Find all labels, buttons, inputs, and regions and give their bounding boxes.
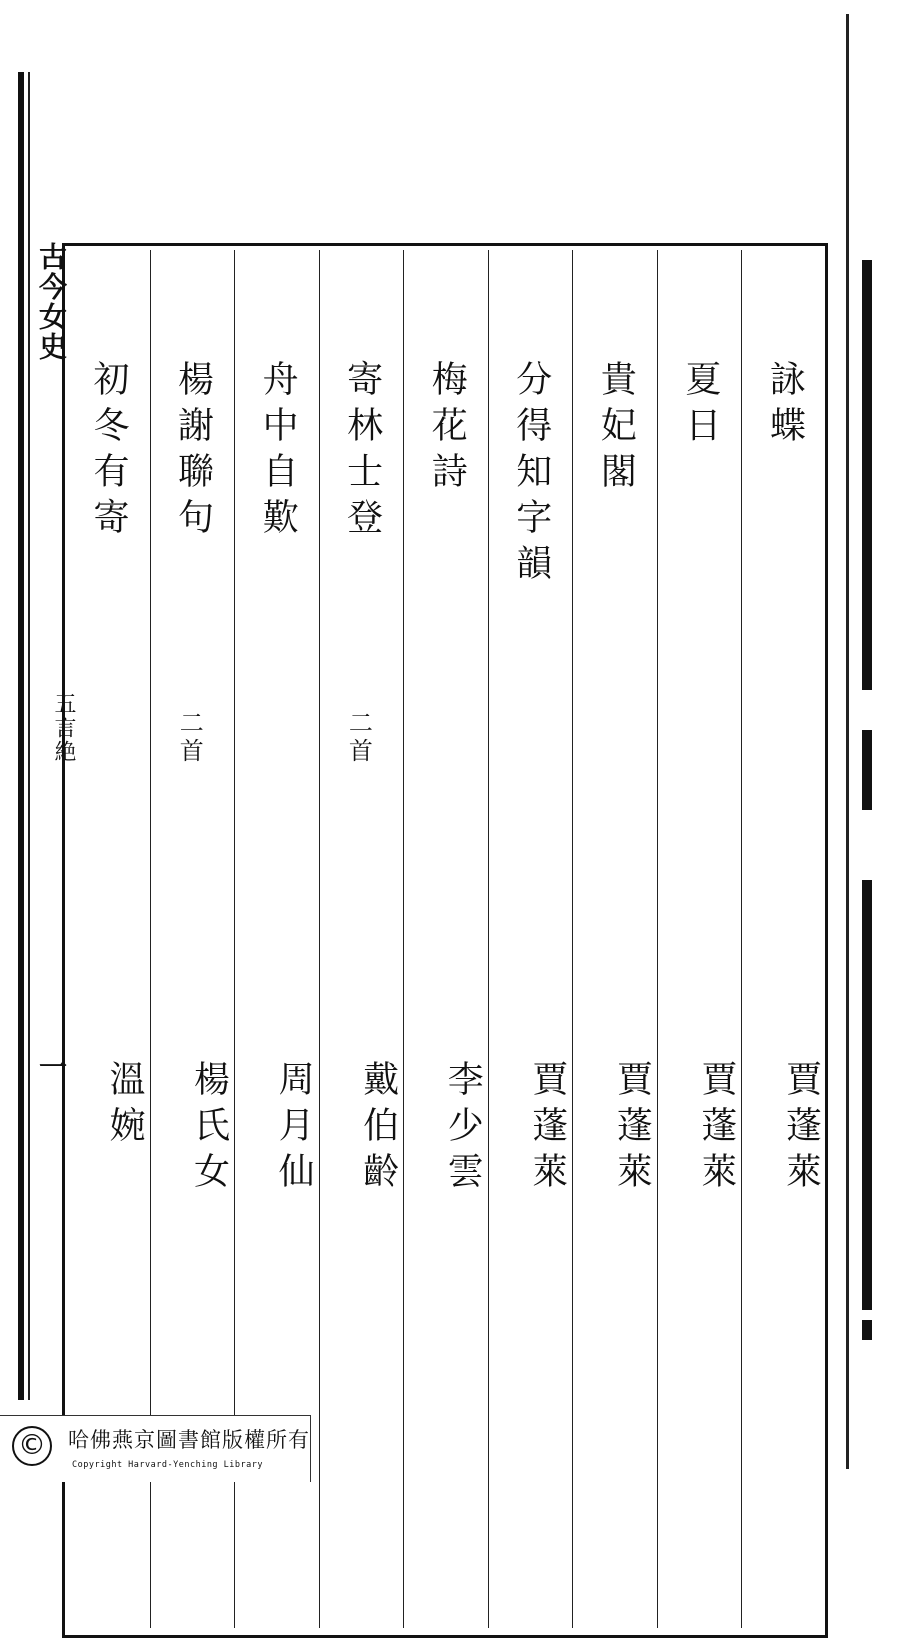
copyright-label <box>0 1415 311 1482</box>
entry-note: 二首 <box>175 710 204 766</box>
entry-author: 賈蓬萊 <box>780 1060 822 1198</box>
edge-bar <box>862 1320 872 1340</box>
spine-rule-inner <box>28 72 30 1400</box>
entry-title: 初冬有寄 <box>87 360 129 544</box>
toc-entry <box>319 250 404 1628</box>
entry-note: 二首 <box>344 710 373 766</box>
edge-bar <box>862 880 872 1310</box>
spine-rule <box>18 72 24 1400</box>
toc-entry <box>657 250 742 1628</box>
copyright-english: Copyright Harvard-Yenching Library <box>72 1460 263 1470</box>
entry-author: 賈蓬萊 <box>611 1060 653 1198</box>
copyright-icon: © <box>12 1426 52 1466</box>
running-head-fragment: 一 <box>35 1052 68 1082</box>
entry-author: 李少雲 <box>442 1060 484 1198</box>
entry-title: 楊謝聯句 <box>172 360 214 544</box>
page-spine <box>14 72 76 1400</box>
toc-entry <box>741 250 826 1628</box>
entry-title: 分得知字韻 <box>510 360 552 590</box>
entry-title: 夏日 <box>679 360 721 452</box>
entry-title: 詠蝶 <box>764 360 806 452</box>
edge-bar <box>862 260 872 690</box>
entry-author: 周月仙 <box>273 1060 315 1198</box>
copyright-chinese: 哈佛燕京圖書館版權所有 <box>68 1428 310 1452</box>
entry-author: 溫婉 <box>103 1060 145 1152</box>
toc-entry <box>403 250 488 1628</box>
entry-author: 賈蓬萊 <box>526 1060 568 1198</box>
entry-author: 楊氏女 <box>188 1060 230 1198</box>
entry-author: 戴伯齡 <box>357 1060 399 1198</box>
page-edge-line <box>846 14 849 1469</box>
entry-title: 寄林士登 <box>341 360 383 544</box>
edge-bar <box>862 730 872 810</box>
entry-title: 貴妃閣 <box>595 360 637 498</box>
running-head-title: 古今女史 <box>35 242 68 362</box>
entry-author: 賈蓬萊 <box>695 1060 737 1198</box>
entry-title: 梅花詩 <box>426 360 468 498</box>
toc-entry <box>488 250 573 1628</box>
running-head-section: 五言絶 <box>51 692 76 764</box>
entry-title: 舟中自歎 <box>257 360 299 544</box>
toc-entry <box>572 250 657 1628</box>
